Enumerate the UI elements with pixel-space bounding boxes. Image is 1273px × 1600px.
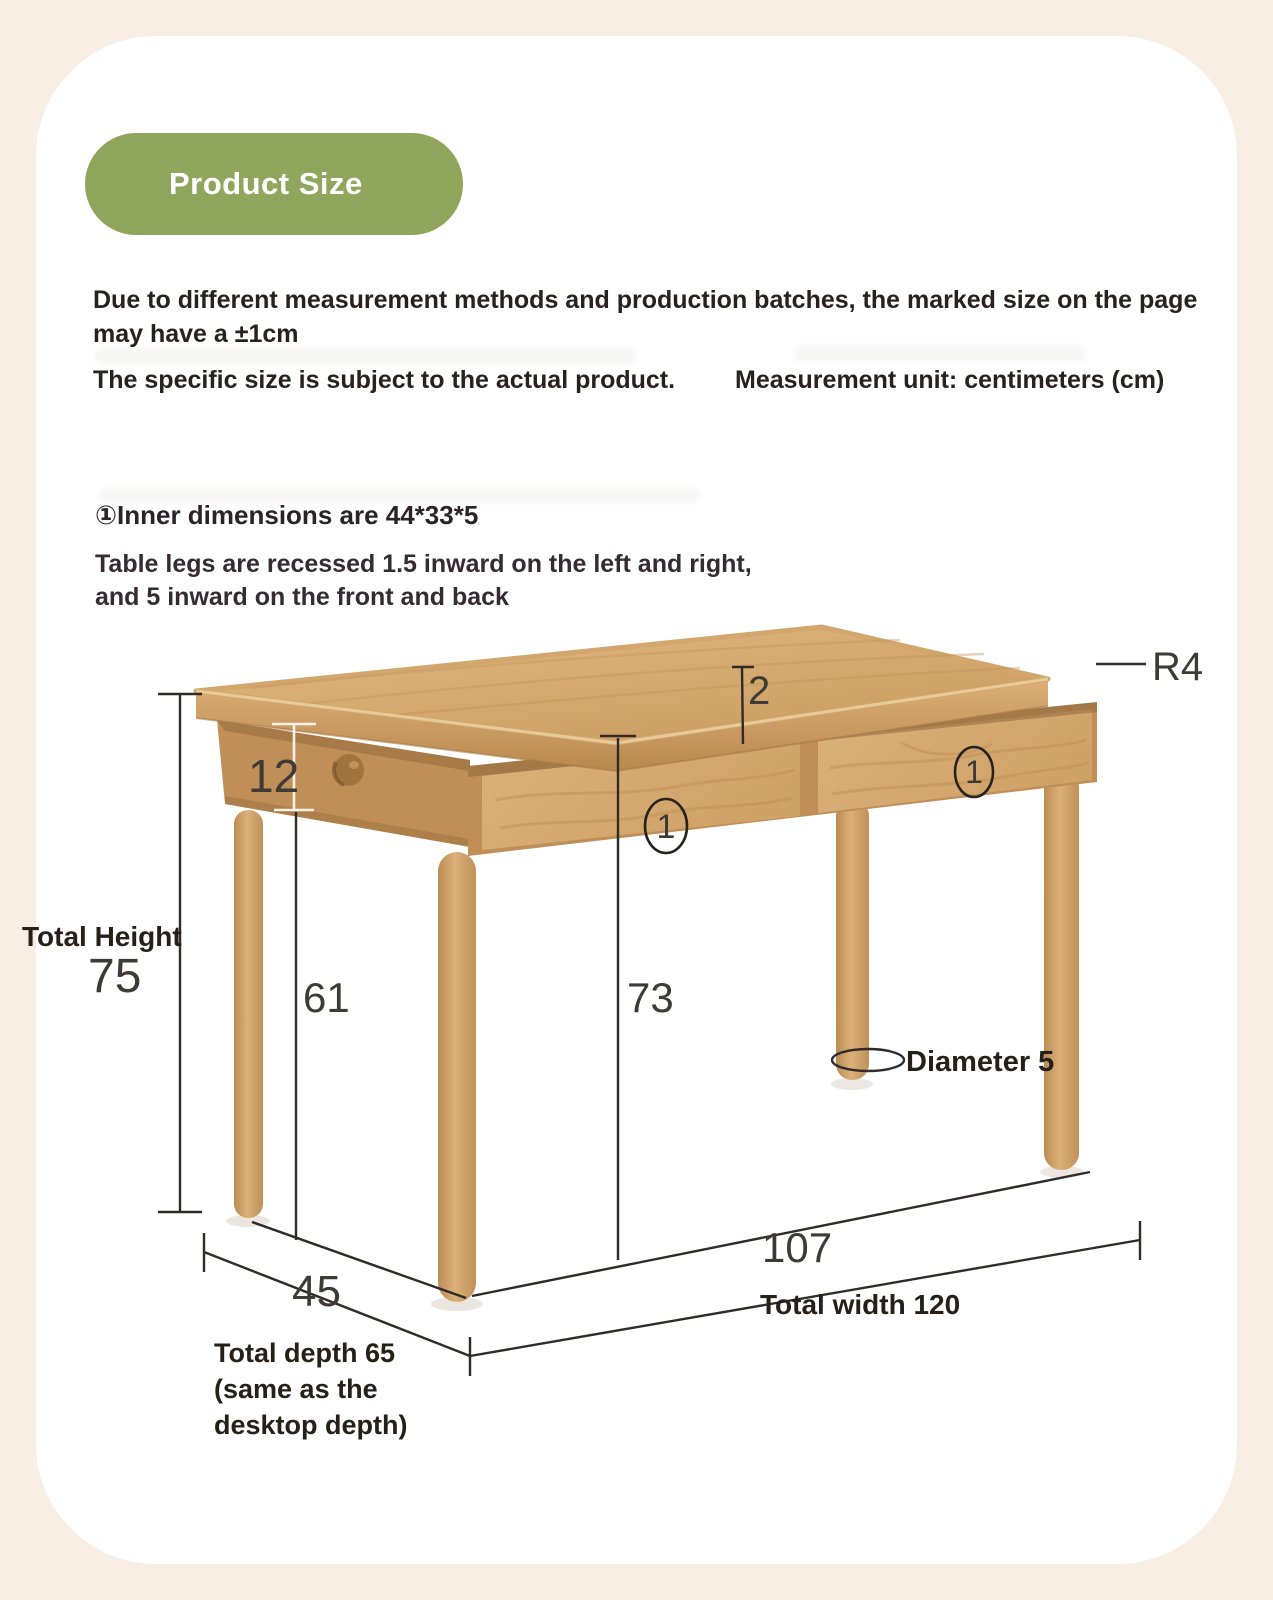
total-depth-label-line1: Total depth 65 bbox=[214, 1338, 396, 1368]
right-drawer-marker: 1 bbox=[965, 754, 983, 790]
corner-radius-label: R4 bbox=[1152, 645, 1204, 689]
drawer-height-label: 12 bbox=[248, 750, 300, 802]
leg-recess-line2: and 5 inward on the front and back bbox=[95, 583, 509, 611]
total-depth-label-line2: (same as the bbox=[214, 1374, 378, 1404]
top-thickness-label: 2 bbox=[748, 669, 771, 713]
leg-depth-span-label: 45 bbox=[292, 1267, 341, 1316]
back-right-leg bbox=[836, 800, 869, 1080]
inner-dimensions-note: ①Inner dimensions are 44*33*5 bbox=[95, 500, 479, 530]
tolerance-note: Due to different measurement methods and production batches, the marked size on the page may have a ±1cm bbox=[93, 286, 1198, 348]
floor-shadows bbox=[226, 1078, 1084, 1311]
front-left-leg bbox=[438, 852, 476, 1302]
top-to-floor-label: 73 bbox=[627, 974, 674, 1021]
total-width-label: Total width 120 bbox=[760, 1289, 961, 1320]
actual-size-note: The specific size is subject to the actual product. bbox=[93, 366, 676, 394]
total-depth-label-line3: desktop depth) bbox=[214, 1410, 408, 1440]
leg-depth-span-line bbox=[252, 1222, 466, 1298]
leg-width-span-label: 107 bbox=[762, 1224, 833, 1271]
leg-diameter-label: Diameter 5 bbox=[906, 1046, 1055, 1078]
total-height-label: Total Height bbox=[22, 921, 182, 952]
back-left-leg bbox=[234, 810, 263, 1218]
total-height-value: 75 bbox=[88, 950, 142, 1003]
leg-recess-line1: Table legs are recessed 1.5 inward on the left and right, bbox=[95, 550, 752, 578]
left-drawer-marker: 1 bbox=[656, 808, 676, 846]
apron-to-floor-label: 61 bbox=[303, 974, 350, 1021]
measurement-unit-note: Measurement unit: centimeters (cm) bbox=[735, 366, 1165, 394]
front-right-leg bbox=[1044, 770, 1079, 1170]
total-height-dimension-line bbox=[158, 694, 202, 1212]
badge-label: Product Size bbox=[169, 166, 363, 201]
